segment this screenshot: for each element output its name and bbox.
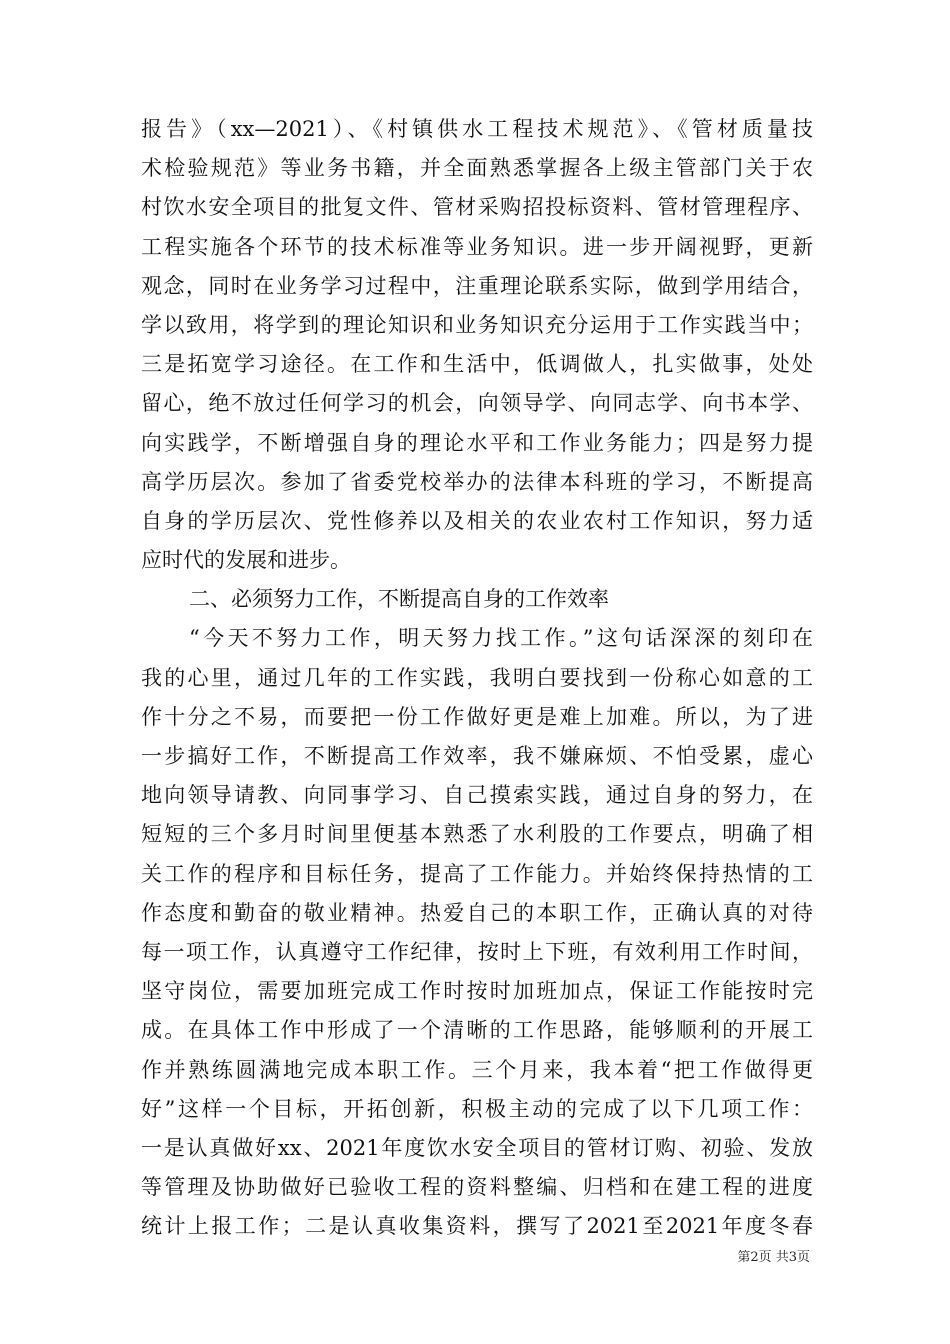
text-line: 关工作的程序和目标任务，提高了工作能力。并始终保持热情的工 [141,861,813,886]
text-line: 每一项工作，认真遵守工作纪律，按时上下班，有效利用工作时间， [141,939,813,964]
text-line: 向实践学，不断增强自身的理论水平和工作业务能力；四是努力提 [141,430,813,455]
text-line: 好”这样一个目标，开拓创新，积极主动的完成了以下几项工作： [141,1096,813,1121]
document-body [141,110,813,1246]
text-line: 作十分之不易，而要把一份工作做好更是难上加难。所以，为了进 [141,704,813,729]
text-line: 我的心里，通过几年的工作实践，我明白要找到一份称心如意的工 [141,665,813,690]
text-line: 成。在具体工作中形成了一个清晰的工作思路，能够顺利的开展工 [141,1018,813,1043]
text-line: 地向领导请教、向同事学习、自己摸索实践，通过自身的努力，在 [141,783,813,808]
section-heading: 二、必须努力工作，不断提高自身的工作效率 [189,587,609,612]
text-line: 应时代的发展和进步。 [141,548,351,573]
text-line: 观念，同时在业务学习过程中，注重理论联系实际，做到学用结合， [141,273,813,298]
text-line: 等管理及协助做好已验收工程的资料整编、归档和在建工程的进度 [141,1175,813,1200]
text-line: 一是认真做好xx、2021年度饮水安全项目的管材订购、初验、发放 [141,1135,813,1160]
text-line: 作并熟练圆满地完成本职工作。三个月来，我本着“把工作做得更 [141,1057,813,1082]
text-line: 坚守岗位，需要加班完成工作时按时加班加点，保证工作能按时完 [141,979,813,1004]
text-line: 作态度和勤奋的敬业精神。热爱自己的本职工作，正确认真的对待 [141,900,813,925]
text-line: 短短的三个多月时间里便基本熟悉了水利股的工作要点，明确了相 [141,822,813,847]
text-line: 统计上报工作；二是认真收集资料，撰写了2021至2021年度冬春 [141,1214,813,1239]
page-number-footer: 第2页 共3页 [737,1250,810,1265]
text-line: 一步搞好工作，不断提高工作效率，我不嫌麻烦、不怕受累，虚心 [141,744,813,768]
text-line: 报告》（xx—2021）、《村镇供水工程技术规范》、《管材质量技 [141,117,813,141]
text-line: 自身的学历层次、党性修养以及相关的农业农村工作知识，努力适 [141,508,813,533]
text-line: 术检验规范》等业务书籍，并全面熟悉掌握各上级主管部门关于农 [141,156,813,181]
text-line: 村饮水安全项目的批复文件、管材采购招投标资料、管材管理程序、 [141,195,813,220]
text-line: 高学历层次。参加了省委党校举办的法律本科班的学习，不断提高 [141,469,813,494]
text-line: 留心，绝不放过任何学习的机会，向领导学、向同志学、向书本学、 [141,391,813,416]
text-line: 学以致用，将学到的理论知识和业务知识充分运用于工作实践当中； [141,312,813,337]
text-line: 三是拓宽学习途径。在工作和生活中，低调做人，扎实做事，处处 [141,352,813,377]
text-line: “今天不努力工作，明天努力找工作。”这句话深深的刻印在 [189,626,813,651]
text-line: 工程实施各个环节的技术标准等业务知识。进一步开阔视野，更新 [141,234,813,259]
